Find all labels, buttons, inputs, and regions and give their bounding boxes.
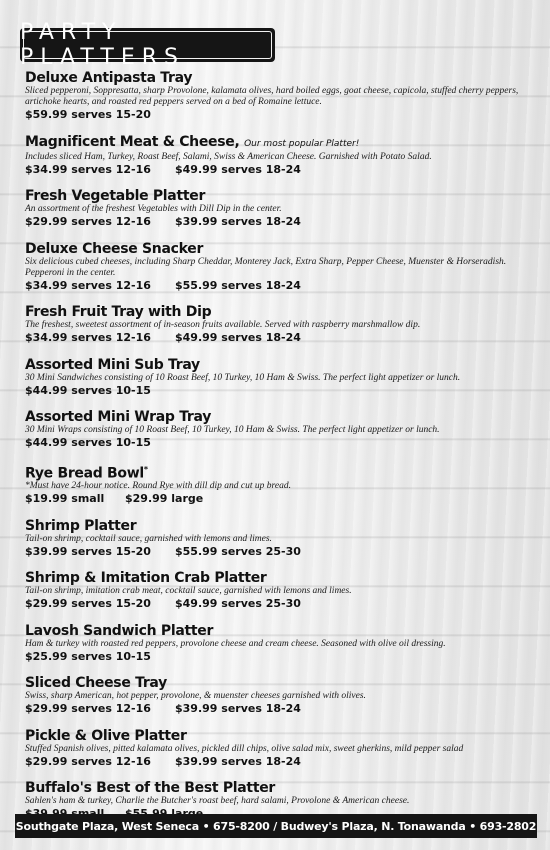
- item-description: Sliced pepperoni, Soppresatta, sharp Provolone, kalamata olives, hard boiled eggs, goat cheese, capicola, stuffed cherry peppers, artichoke hearts, and roasted red peppers served on a bed of Romaine lettuce.: [25, 86, 519, 107]
- item-price: $29.99 serves 15-20: [25, 597, 151, 611]
- item-title: [25, 675, 535, 691]
- item-title: [25, 357, 535, 373]
- item-name: Pickle & Olive Platter: [25, 727, 187, 744]
- menu-item: [25, 409, 535, 450]
- item-title: [25, 304, 535, 320]
- menu-item: [25, 304, 535, 345]
- menu-item: [25, 570, 535, 611]
- item-price: $34.99 serves 12-16: [25, 162, 151, 176]
- menu-item: [25, 357, 535, 398]
- menu-item: [25, 188, 535, 229]
- item-price: $59.99 serves 15-20: [25, 108, 151, 121]
- item-title: [25, 70, 535, 86]
- item-price: $29.99 large: [125, 492, 204, 506]
- menu-item: [25, 70, 535, 122]
- menu-item: [25, 728, 535, 769]
- item-description: Six delicious cubed cheeses, including Sharp Cheddar, Monterey Jack, Extra Sharp, Pepper Cheese, Muenster & Horseradish. Pepperoni in the center.: [25, 256, 507, 278]
- item-name: Rye Bread Bowl: [25, 465, 144, 482]
- menu-item: [25, 518, 535, 559]
- item-price: $34.99 serves 12-16: [25, 331, 151, 344]
- item-prices: [25, 384, 535, 398]
- item-price: $29.99 serves 12-16: [25, 754, 151, 768]
- item-price: $29.99 serves 12-16: [25, 215, 151, 228]
- item-name: Assorted Mini Wrap Tray: [25, 409, 212, 425]
- item-title: [25, 241, 535, 257]
- item-name: Buffalo's Best of the Best Platter: [25, 780, 276, 797]
- item-price: $55.99 serves 25-30: [175, 544, 301, 558]
- page-title: PARTY PLATTERS: [20, 20, 186, 70]
- item-note: Our most popular Platter!: [244, 138, 360, 149]
- item-name: Sliced Cheese Tray: [25, 675, 167, 692]
- item-title: [25, 780, 535, 796]
- item-title: [25, 134, 535, 152]
- item-name: Shrimp Platter: [25, 517, 137, 534]
- item-prices: [25, 492, 535, 506]
- item-title: [25, 188, 535, 204]
- item-title: [25, 518, 535, 534]
- item-name: Fresh Fruit Tray with Dip: [25, 304, 212, 320]
- item-prices: [25, 279, 535, 293]
- footer-locations: [15, 814, 537, 838]
- item-prices: [25, 331, 535, 345]
- item-prices: [25, 108, 535, 122]
- item-title: [25, 462, 535, 482]
- item-name: Magnificent Meat & Cheese,: [25, 133, 240, 150]
- item-description: 30 Mini Wraps consisting of 10 Roast Beef, 10 Turkey, 10 Ham & Swiss. The perfect light appetizer or lunch.: [25, 425, 440, 435]
- item-price: $34.99 serves 12-16: [25, 278, 151, 292]
- item-description: Ham & turkey with roasted red peppers, provolone cheese and cream cheese. Seasoned with olive oil dressing.: [25, 638, 446, 649]
- item-prices: [25, 702, 535, 716]
- item-price: $49.99 serves 25-30: [175, 597, 301, 611]
- item-price: $44.99 serves 10-15: [25, 383, 151, 397]
- item-price: $25.99 serves 10-15: [25, 649, 151, 663]
- item-description: Swiss, sharp American, hot pepper, provolone, & muenster cheeses garnished with olives.: [25, 691, 366, 702]
- item-title: [25, 409, 535, 425]
- item-description: *Must have 24-hour notice. Round Rye with dill dip and cut up bread.: [25, 481, 291, 492]
- item-price: $44.99 serves 10-15: [25, 436, 151, 449]
- item-description: An assortment of the freshest Vegetables with Dill Dip in the center.: [25, 204, 282, 214]
- item-price: $55.99 serves 18-24: [175, 278, 301, 292]
- party-platters-banner: [20, 20, 275, 70]
- item-description: 30 Mini Sandwiches consisting of 10 Roast Beef, 10 Turkey, 10 Ham & Swiss. The perfect light appetizer or lunch.: [25, 372, 461, 383]
- item-price: $49.99 serves 18-24: [175, 331, 301, 344]
- item-title: [25, 623, 535, 639]
- item-title: [25, 570, 535, 586]
- menu-list: [25, 70, 535, 833]
- item-price: $19.99 small: [25, 492, 105, 506]
- item-description: Sahlen's ham & turkey, Charlie the Butcher's roast beef, hard salami, Provolone & American cheese.: [25, 796, 410, 807]
- item-description: The freshest, sweetest assortment of in-season fruits available. Served with raspberry marshmallow dip.: [25, 320, 421, 330]
- item-description: Includes sliced Ham, Turkey, Roast Beef, Salami, Swiss & American Cheese. Garnished with Potato Salad.: [25, 151, 432, 162]
- item-price: $39.99 serves 15-20: [25, 544, 151, 558]
- item-prices: [25, 163, 535, 177]
- item-prices: [25, 436, 535, 450]
- item-name: Assorted Mini Sub Tray: [25, 356, 200, 373]
- item-price: $39.99 serves 18-24: [175, 754, 301, 768]
- item-name: Deluxe Cheese Snacker: [25, 240, 204, 257]
- item-description: Stuffed Spanish olives, pitted kalamata olives, pickled dill chips, olive salad mix, sweet gherkins, mild pepper salad: [25, 743, 464, 754]
- item-prices: [25, 545, 535, 559]
- item-price: $29.99 serves 12-16: [25, 702, 151, 716]
- footer-text: Southgate Plaza, West Seneca • 675-8200 / Budwey's Plaza, N. Tonawanda • 693-2802: [15, 819, 537, 833]
- item-price: $39.99 serves 18-24: [175, 702, 301, 716]
- item-title: [25, 728, 535, 744]
- item-prices: [25, 755, 535, 769]
- item-description: Tail-on shrimp, cocktail sauce, garnished with lemons and limes.: [25, 533, 272, 544]
- item-name: Deluxe Antipasta Tray: [25, 70, 193, 86]
- menu-item: [25, 134, 535, 177]
- item-name: Lavosh Sandwich Platter: [25, 622, 214, 639]
- item-prices: [25, 650, 535, 664]
- item-price: $39.99 serves 18-24: [175, 215, 301, 228]
- menu-item: [25, 241, 535, 293]
- menu-item: [25, 462, 535, 507]
- menu-item: [25, 623, 535, 664]
- item-price: $49.99 serves 18-24: [175, 162, 301, 176]
- asterisk-mark: *: [143, 464, 148, 474]
- item-description: Tail-on shrimp, imitation crab meat, cocktail sauce, garnished with lemons and limes.: [25, 586, 352, 597]
- item-name: Shrimp & Imitation Crab Platter: [25, 570, 267, 587]
- menu-item: [25, 675, 535, 716]
- item-prices: [25, 597, 535, 611]
- item-prices: [25, 215, 535, 229]
- item-name: Fresh Vegetable Platter: [25, 188, 206, 204]
